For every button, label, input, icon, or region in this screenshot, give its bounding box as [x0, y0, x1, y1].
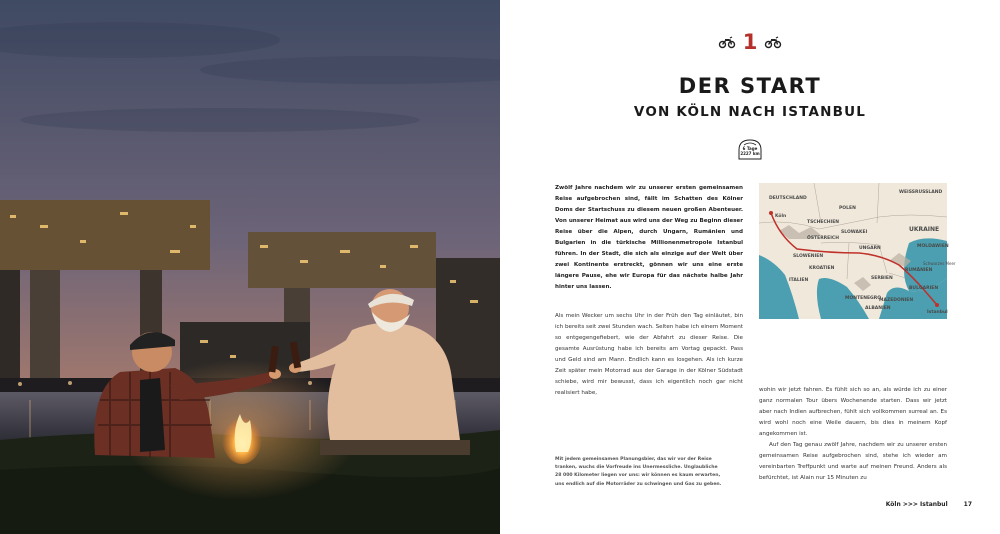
trip-distance: 2227 km [740, 151, 760, 156]
text-page [500, 0, 1000, 534]
body-paragraph: Auf den Tag genau zwölf Jahre, nachdem wir zu unserer ersten gemeinsamen Reise aufgebrochen sind, stehe ich wieder am vereinbarten Treffpunkt und warte auf meinen Freund. Anders als befürchtet, ist Alain nur 15 Minuten zu [759, 442, 947, 481]
trip-days: 6 Tage [742, 146, 758, 151]
chapter-mark [720, 30, 780, 54]
svg-text:UKRAINE: UKRAINE [909, 226, 940, 233]
svg-text:SLOWAKEI: SLOWAKEI [841, 230, 868, 235]
route-map [759, 183, 956, 319]
svg-text:SLOWENIEN: SLOWENIEN [793, 254, 824, 259]
svg-text:TSCHECHIEN: TSCHECHIEN [807, 220, 840, 225]
svg-text:MAZEDONIEN: MAZEDONIEN [879, 298, 914, 303]
svg-text:WEISSRUSSLAND: WEISSRUSSLAND [899, 190, 943, 195]
svg-text:MONTENEGRO: MONTENEGRO [845, 296, 882, 301]
intro-paragraph: Zwölf Jahre nachdem wir zu unserer ersten gemeinsamen Reise aufgebrochen sind, fällt im Schatten des Kölner Doms der Startschuss zu diesem neuen großen Abenteuer. Von unserer Heimat aus wird uns der Weg zu Beginn dieser Reise über die Alpen, durch Ungarn, Rumänien und Bulgarien in die türkische Millionenmetropole Istanbul führen. In der Stadt, die sich als einzige auf der Welt über zwei Kontinente erstreckt, gönnen wir uns eine erste längere Pause, ehe wir Europa für das nächste halbe Jahr hinter uns lassen. [555, 185, 743, 290]
motorcycle-icon [719, 36, 735, 48]
svg-text:RUMÄNIEN: RUMÄNIEN [905, 268, 933, 273]
campfire [222, 412, 262, 464]
chapter-number: 1 [742, 30, 758, 54]
svg-text:Istanbul: Istanbul [927, 310, 948, 315]
svg-text:Schwarzes Meer: Schwarzes Meer [923, 261, 956, 266]
svg-text:POLEN: POLEN [839, 206, 856, 211]
svg-text:SERBIEN: SERBIEN [871, 276, 893, 281]
svg-text:ÖSTERREICH: ÖSTERREICH [807, 236, 839, 241]
route-map-graphic [759, 183, 956, 319]
body-column-1 [555, 311, 743, 399]
svg-text:ALBANIEN: ALBANIEN [865, 306, 891, 311]
body-paragraph: Als mein Wecker um sechs Uhr in der Früh den Tag einläutet, bin ich bereits seit zwei Stunden wach. Selten habe ich einem Moment so entgegengefiebert, wie der Abfahrt zu dieser Reise. Die gesamte Ausrüstung habe ich bereits am Vortag gepackt. Pass und Geld sind am Mann. Endlich kann es losgehen. Als ich kurze Zeit später mein Motorrad aus der Garage in der Kölner Südstadt schiebe, wird mir bewusst, dass ich eigentlich noch gar nicht realisiert habe, [555, 313, 743, 396]
svg-text:BULGARIEN: BULGARIEN [909, 286, 939, 291]
chapter-title: DER START [678, 74, 822, 98]
running-route: Köln >>> Istanbul [885, 501, 948, 508]
body-column-2 [759, 385, 947, 484]
svg-text:ITALIEN: ITALIEN [789, 278, 809, 283]
body-paragraph: wohin wir jetzt fahren. Es fühlt sich so an, als würde ich zu einer ganz normalen Tour übers Wochenende starten. Dass wir jetzt aber nach Indien aufbrechen, fühlt sich vollkommen surreal an. Es wird wohl noch eine Weile dauern, bis dies in meinem Kopf angekommen ist. [759, 387, 947, 437]
svg-text:KROATIEN: KROATIEN [809, 266, 835, 271]
motorcycle-icon [765, 36, 781, 48]
svg-text:DEUTSCHLAND: DEUTSCHLAND [769, 196, 807, 201]
svg-text:UNGARN: UNGARN [859, 246, 881, 251]
page-footer [886, 501, 972, 508]
photo-caption: Mit jedem gemeinsamen Planungsbier, das wir vor der Reise tranken, wuchs die Vorfreude ins Unermessliche. Unglaubliche 28 000 Kilometer liegen vor uns: wir können es kaum erwarten, uns endlich auf die Motorräder zu schwingen und Gas zu geben. [555, 457, 722, 487]
page-number: 17 [963, 501, 972, 508]
chapter-subtitle: VON KÖLN NACH ISTANBUL [633, 104, 867, 120]
svg-text:MOLDAWIEN: MOLDAWIEN [917, 244, 949, 249]
trip-stats-badge [736, 138, 764, 160]
svg-text:Köln: Köln [775, 214, 787, 219]
